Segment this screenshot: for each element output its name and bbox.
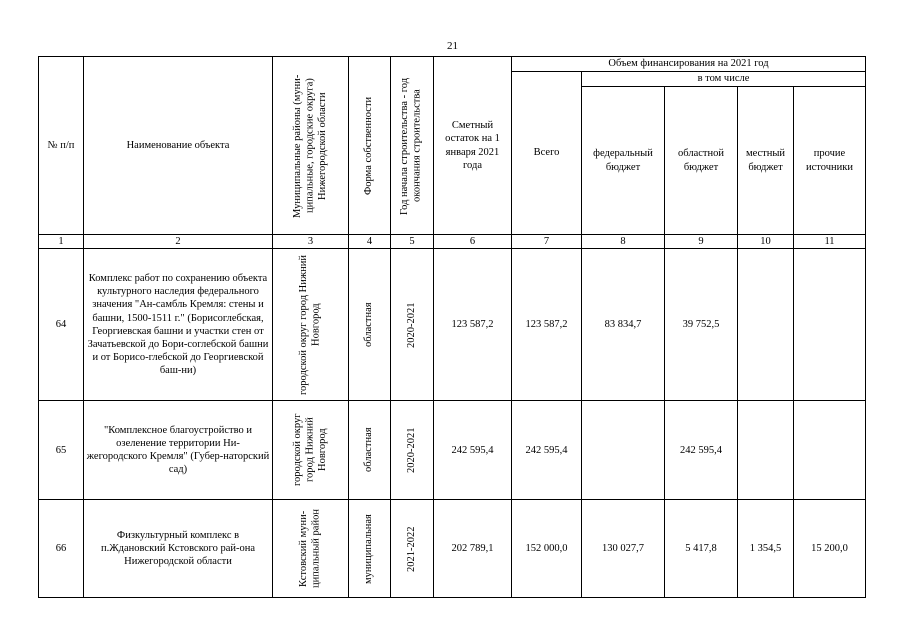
page-number: 21 (447, 40, 458, 52)
header-other-sources: прочие источники (794, 87, 866, 235)
header-regional-budget: областной бюджет (665, 87, 738, 235)
column-number: 1 (39, 235, 84, 249)
object-name: "Комплексное благоустройство и озеленение территории Ни-жегородского Кремля" (Губер-наторский сад) (84, 401, 273, 500)
object-name: Комплекс работ по сохранению объекта культурного наследия федерального значения "Ан-самбль Кремля: стены и башни, 1500-1511 г." (Борисоглебская, Георгиевская башни и участки стен от Зачатьевской до Бори-соглебской башни и от Борисо-глебской до Георгиевской баш-ни) (84, 249, 273, 401)
object-name: Физкультурный комплекс в п.Ждановский Кстовского рай-она Нижегородской области (84, 500, 273, 598)
column-number: 10 (738, 235, 794, 249)
funding-total: 242 595,4 (512, 401, 582, 500)
column-number: 11 (794, 235, 866, 249)
column-number: 4 (349, 235, 391, 249)
table-row (39, 401, 866, 500)
ownership-form-cell: муниципальная (349, 500, 391, 598)
regional-budget: 39 752,5 (665, 249, 738, 401)
row-number: 66 (39, 500, 84, 598)
ownership-form-cell: областная (349, 401, 391, 500)
column-number: 7 (512, 235, 582, 249)
header-ownership-form: Форма собственности (349, 57, 391, 235)
federal-budget (582, 401, 665, 500)
column-number: 6 (434, 235, 512, 249)
district-cell: Кстовский муни-ципальный район (273, 500, 349, 598)
district-cell: городской округ город Нижний Новгород (273, 401, 349, 500)
local-budget: 1 354,5 (738, 500, 794, 598)
header-including: в том числе (582, 72, 866, 87)
header-funding-group: Объем финансирования на 2021 год (512, 57, 866, 72)
years-cell: 2021-2022 (391, 500, 434, 598)
regional-budget: 5 417,8 (665, 500, 738, 598)
regional-budget: 242 595,4 (665, 401, 738, 500)
estimate-balance: 242 595,4 (434, 401, 512, 500)
other-sources (794, 401, 866, 500)
column-number: 5 (391, 235, 434, 249)
row-number: 65 (39, 401, 84, 500)
column-number: 3 (273, 235, 349, 249)
funding-table (38, 56, 866, 598)
other-sources: 15 200,0 (794, 500, 866, 598)
header-object-name: Наименование объекта (84, 57, 273, 235)
other-sources (794, 249, 866, 401)
ownership-form-cell: областная (349, 249, 391, 401)
header-district: Муниципальные районы (муни-ципальные, городские округа) Нижегородской области (273, 57, 349, 235)
funding-total: 123 587,2 (512, 249, 582, 401)
estimate-balance: 202 789,1 (434, 500, 512, 598)
header-estimate-balance: Сметный остаток на 1 января 2021 года (434, 57, 512, 235)
column-numbers-row (39, 235, 866, 249)
federal-budget: 130 027,7 (582, 500, 665, 598)
column-number: 8 (582, 235, 665, 249)
row-number: 64 (39, 249, 84, 401)
district-cell: городской округ город Нижний Новгород (273, 249, 349, 401)
header-local-budget: местный бюджет (738, 87, 794, 235)
years-cell: 2020-2021 (391, 249, 434, 401)
column-number: 2 (84, 235, 273, 249)
local-budget (738, 401, 794, 500)
funding-total: 152 000,0 (512, 500, 582, 598)
years-cell: 2020-2021 (391, 401, 434, 500)
column-number: 9 (665, 235, 738, 249)
estimate-balance: 123 587,2 (434, 249, 512, 401)
table-row (39, 500, 866, 598)
federal-budget: 83 834,7 (582, 249, 665, 401)
table-row (39, 249, 866, 401)
local-budget (738, 249, 794, 401)
header-number: № п/п (39, 57, 84, 235)
header-federal-budget: федеральный бюджет (582, 87, 665, 235)
header-total: Всего (512, 72, 582, 235)
header-construction-years: Год начала строительства - год окончания строительства (391, 57, 434, 235)
